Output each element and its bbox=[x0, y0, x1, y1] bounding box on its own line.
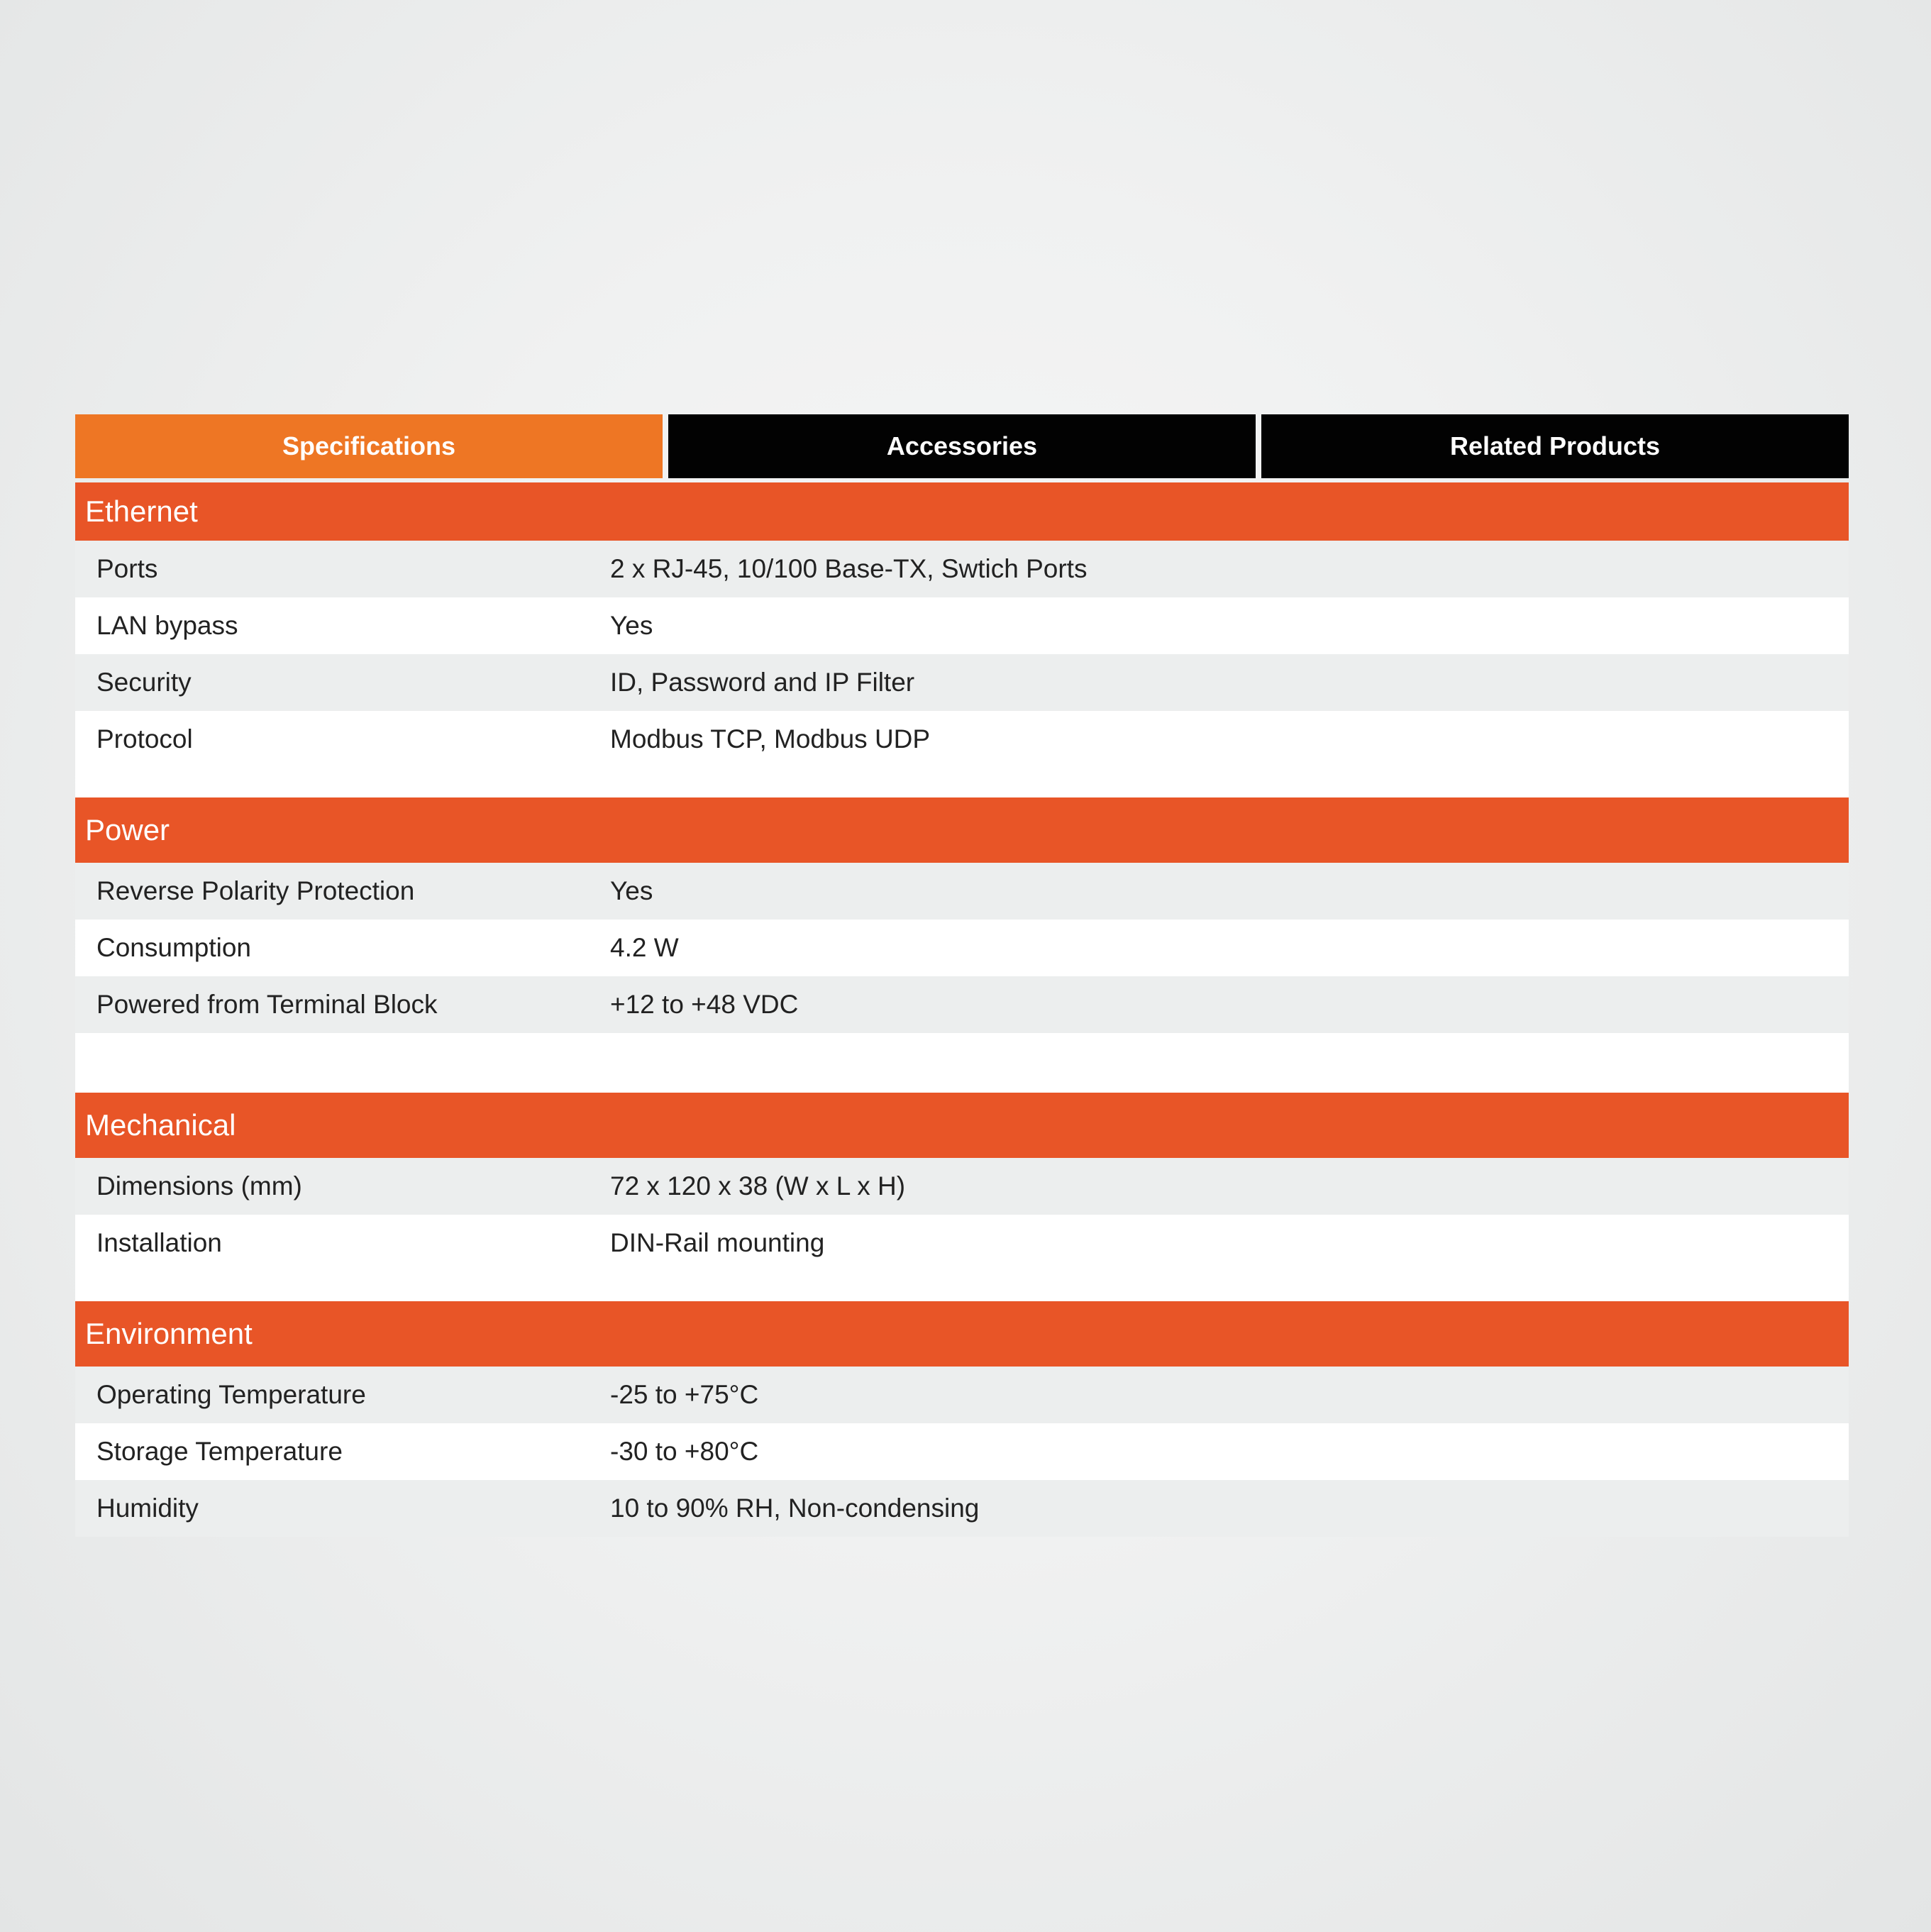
spec-label: Storage Temperature bbox=[96, 1437, 343, 1466]
section-ethernet bbox=[75, 482, 1849, 797]
spec-value: 72 x 120 x 38 (W x L x H) bbox=[610, 1171, 906, 1200]
spec-row bbox=[75, 541, 1849, 597]
spec-row bbox=[75, 711, 1849, 768]
spec-row bbox=[75, 920, 1849, 976]
spec-label: Ports bbox=[96, 554, 158, 583]
spec-value: Yes bbox=[610, 611, 653, 640]
spec-row bbox=[75, 976, 1849, 1033]
section-spacer bbox=[75, 768, 1849, 797]
spec-row bbox=[75, 1423, 1849, 1480]
spec-label: Security bbox=[96, 668, 192, 697]
section-title: Mechanical bbox=[75, 1093, 1849, 1158]
spec-label: Protocol bbox=[96, 724, 193, 754]
spec-value: 10 to 90% RH, Non-condensing bbox=[610, 1494, 980, 1523]
section-title: Ethernet bbox=[75, 482, 1849, 541]
section-title: Power bbox=[75, 797, 1849, 863]
spec-row bbox=[75, 1480, 1849, 1537]
spec-value: +12 to +48 VDC bbox=[610, 990, 799, 1019]
spec-label: LAN bypass bbox=[96, 611, 238, 640]
spec-value: DIN-Rail mounting bbox=[610, 1228, 825, 1257]
tab-related-products[interactable]: Related Products bbox=[1261, 414, 1849, 478]
spec-value: Modbus TCP, Modbus UDP bbox=[610, 724, 931, 754]
spec-value: ID, Password and IP Filter bbox=[610, 668, 915, 697]
spec-row bbox=[75, 597, 1849, 654]
spec-row bbox=[75, 654, 1849, 711]
tab-accessories[interactable]: Accessories bbox=[668, 414, 1256, 478]
spec-value: 4.2 W bbox=[610, 933, 679, 962]
section-mechanical bbox=[75, 1093, 1849, 1301]
tab-bar bbox=[75, 414, 1849, 478]
section-environment bbox=[75, 1301, 1849, 1537]
spec-row bbox=[75, 1367, 1849, 1423]
spec-value: -30 to +80°C bbox=[610, 1437, 759, 1466]
spec-label: Operating Temperature bbox=[96, 1380, 366, 1409]
spec-label: Installation bbox=[96, 1228, 222, 1257]
section-spacer bbox=[75, 1033, 1849, 1093]
spec-value: Yes bbox=[610, 876, 653, 905]
spec-label: Humidity bbox=[96, 1494, 199, 1523]
section-spacer bbox=[75, 1271, 1849, 1301]
spec-value: -25 to +75°C bbox=[610, 1380, 759, 1409]
spec-label: Powered from Terminal Block bbox=[96, 990, 438, 1019]
spec-row bbox=[75, 1158, 1849, 1215]
section-power bbox=[75, 797, 1849, 1093]
spec-label: Dimensions (mm) bbox=[96, 1171, 302, 1200]
tab-specifications[interactable]: Specifications bbox=[75, 414, 663, 478]
spec-row bbox=[75, 863, 1849, 920]
spec-label: Consumption bbox=[96, 933, 252, 962]
spec-label: Reverse Polarity Protection bbox=[96, 876, 415, 905]
spec-panel bbox=[75, 414, 1849, 1537]
spec-row bbox=[75, 1215, 1849, 1271]
section-title: Environment bbox=[75, 1301, 1849, 1367]
spec-value: 2 x RJ-45, 10/100 Base-TX, Swtich Ports bbox=[610, 554, 1088, 583]
